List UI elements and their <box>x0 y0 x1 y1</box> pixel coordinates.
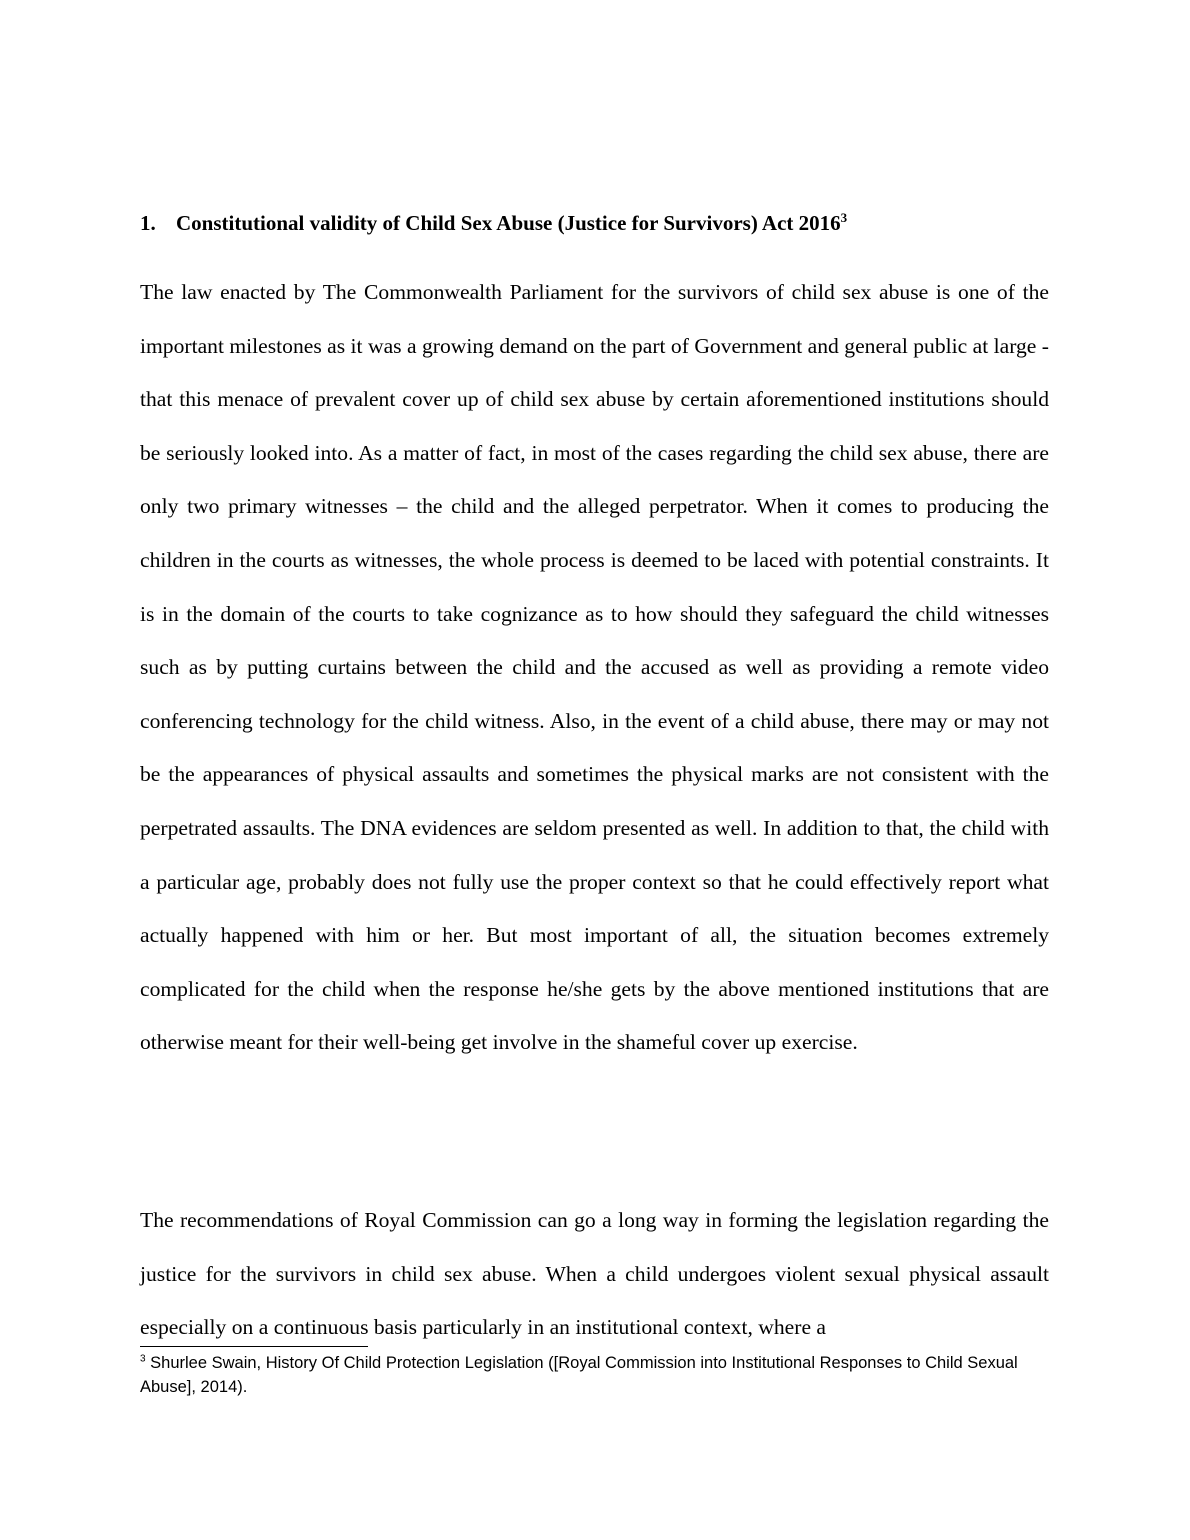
section-title: Constitutional validity of Child Sex Abuse (Justice for Survivors) Act 2016 <box>176 211 841 235</box>
section-number: 1. <box>140 211 156 235</box>
body-paragraph-2: The recommendations of Royal Commission can go a long way in forming the legislation regarding the justice for the survivors in child sex abuse. When a child undergoes violent sexual physical assault especially on a continuous basis particularly in an institutional context, where a <box>140 1208 1049 1340</box>
footnote <box>140 1351 1049 1399</box>
footnote-text: Shurlee Swain, History Of Child Protection Legislation ([Royal Commission into Institutional Responses to Child Sexual Abuse], 2014). <box>140 1354 1018 1396</box>
footnote-reference[interactable]: 3 <box>840 210 848 225</box>
footnote-marker: 3 <box>140 1353 146 1365</box>
footnote-separator <box>140 1346 368 1347</box>
body-paragraph-1: The law enacted by The Commonwealth Parliament for the survivors of child sex abuse is one of the important milestones as it was a growing demand on the part of Government and general public at large - that this menace of prevalent cover up of child sex abuse by certain aforementioned institutions should be seriously looked into. As a matter of fact, in most of the cases regarding the child sex abuse, there are only two primary witnesses – the child and the alleged perpetrator. When it comes to producing the children in the courts as witnesses, the whole process is deemed to be laced with potential constraints. It is in the domain of the courts to take cognizance as to how should they safeguard the child witnesses such as by putting curtains between the child and the accused as well as providing a remote video conferencing technology for the child witness. Also, in the event of a child abuse, there may or may not be the appearances of physical assaults and sometimes the physical marks are not consistent with the perpetrated assaults. The DNA evidences are seldom presented as well. In addition to that, the child with a particular age, probably does not fully use the proper context so that he could effectively report what actually happened with him or her. But most important of all, the situation becomes extremely complicated for the child when the response he/she gets by the above mentioned institutions that are otherwise meant for their well-being get involve in the shameful cover up exercise. <box>140 280 1049 1055</box>
section-heading <box>140 208 1050 238</box>
